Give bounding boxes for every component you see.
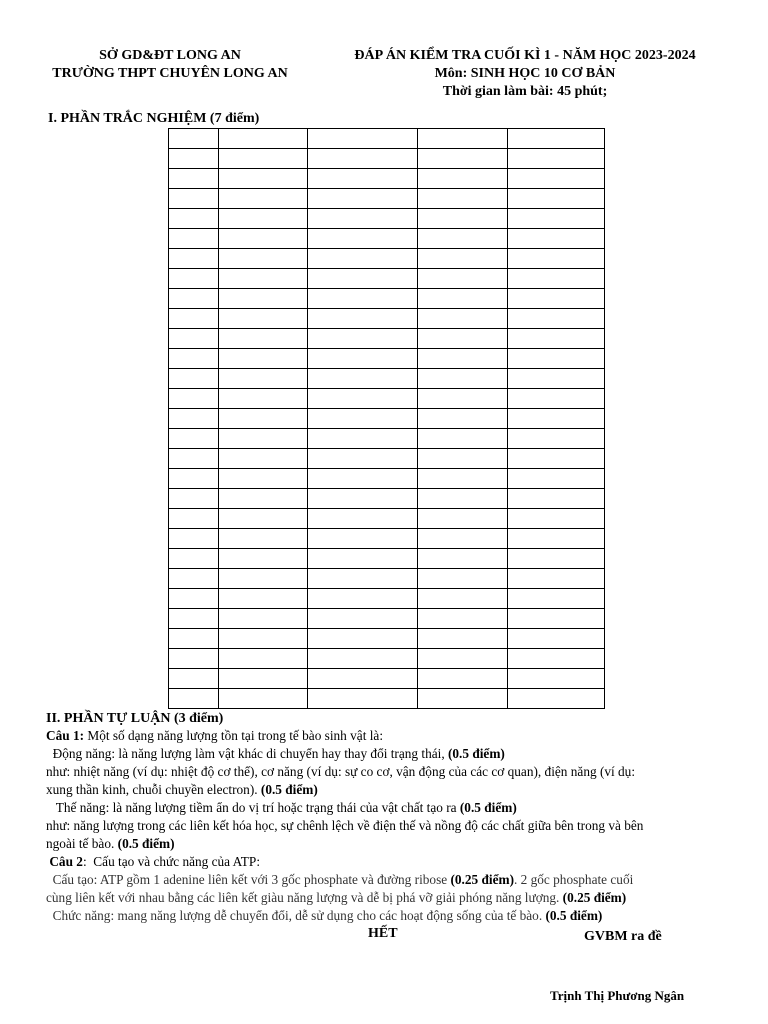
- end-marker: HẾT: [368, 926, 398, 941]
- grid-cell: [169, 289, 219, 309]
- grid-cell: [308, 269, 418, 289]
- grid-cell: [219, 649, 308, 669]
- score: (0.5 điểm): [117, 836, 175, 851]
- grid-cell: [219, 449, 308, 469]
- grid-cell: [308, 249, 418, 269]
- q2-line1-text: Cấu tạo: ATP gồm 1 adenine liên kết với 3 gốc phosphate và đường ribose: [46, 872, 451, 887]
- grid-cell: [418, 449, 508, 469]
- grid-cell: [418, 309, 508, 329]
- grid-cell: [308, 509, 418, 529]
- q1-line1-text: Động năng: là năng lượng làm vật khác di chuyển hay thay đổi trạng thái,: [46, 746, 448, 761]
- grid-cell: [308, 689, 418, 709]
- grid-cell: [219, 169, 308, 189]
- grid-cell: [219, 309, 308, 329]
- grid-cell: [219, 369, 308, 389]
- grid-cell: [508, 429, 605, 449]
- grid-row: [169, 129, 605, 149]
- grid-cell: [508, 169, 605, 189]
- q1-line3-text: xung thần kinh, chuỗi chuyền electron).: [46, 782, 261, 797]
- grid-cell: [418, 209, 508, 229]
- q1-line1: [46, 745, 505, 763]
- grid-cell: [308, 649, 418, 669]
- grid-cell: [508, 389, 605, 409]
- grid-cell: [169, 349, 219, 369]
- grid-cell: [308, 349, 418, 369]
- grid-row: [169, 209, 605, 229]
- grid-cell: [418, 689, 508, 709]
- grid-cell: [219, 189, 308, 209]
- grid-row: [169, 669, 605, 689]
- grid-row: [169, 189, 605, 209]
- grid-cell: [308, 169, 418, 189]
- grid-row: [169, 629, 605, 649]
- grid-cell: [418, 409, 508, 429]
- grid-cell: [219, 569, 308, 589]
- grid-cell: [308, 449, 418, 469]
- q1-label: Câu 1:: [46, 728, 85, 743]
- grid-cell: [308, 369, 418, 389]
- grid-cell: [418, 249, 508, 269]
- q1-line4-text: Thế năng: là năng lượng tiềm ẩn do vị trí hoặc trạng thái của vật chất tạo ra: [46, 800, 460, 815]
- grid-cell: [418, 429, 508, 449]
- grid-row: [169, 349, 605, 369]
- grid-cell: [508, 189, 605, 209]
- grid-cell: [308, 469, 418, 489]
- grid-cell: [418, 529, 508, 549]
- grid-cell: [219, 149, 308, 169]
- grid-row: [169, 289, 605, 309]
- grid-cell: [219, 469, 308, 489]
- grid-cell: [308, 669, 418, 689]
- score: (0.5 điểm): [447, 746, 505, 761]
- grid-cell: [508, 489, 605, 509]
- grid-cell: [508, 249, 605, 269]
- grid-cell: [219, 389, 308, 409]
- q2-line1-rest: . 2 gốc phosphate cuối: [514, 872, 634, 887]
- grid-cell: [219, 489, 308, 509]
- grid-cell: [169, 629, 219, 649]
- grid-cell: [169, 649, 219, 669]
- grid-cell: [169, 569, 219, 589]
- grid-cell: [169, 149, 219, 169]
- score: (0.25 điểm): [562, 890, 627, 905]
- q1-line4: [46, 799, 517, 817]
- author-role: GVBM ra đề: [584, 929, 662, 944]
- grid-cell: [418, 329, 508, 349]
- grid-cell: [308, 609, 418, 629]
- grid-cell: [508, 649, 605, 669]
- grid-cell: [169, 389, 219, 409]
- grid-cell: [219, 229, 308, 249]
- q1-intro: [46, 727, 383, 745]
- time-limit: Thời gian làm bài: 45 phút;: [442, 84, 608, 99]
- grid-cell: [418, 649, 508, 669]
- grid-cell: [308, 289, 418, 309]
- grid-row: [169, 269, 605, 289]
- grid-cell: [418, 189, 508, 209]
- grid-cell: [169, 189, 219, 209]
- grid-cell: [308, 409, 418, 429]
- grid-cell: [508, 589, 605, 609]
- grid-cell: [219, 269, 308, 289]
- score: (0.5 điểm): [459, 800, 517, 815]
- grid-row: [169, 429, 605, 449]
- grid-cell: [308, 389, 418, 409]
- grid-cell: [169, 169, 219, 189]
- part1-title: I. PHẦN TRẮC NGHIỆM (7 điểm): [48, 111, 260, 126]
- grid-row: [169, 649, 605, 669]
- grid-cell: [169, 469, 219, 489]
- q2-text: : Cấu tạo và chức năng của ATP:: [82, 854, 261, 869]
- grid-cell: [508, 409, 605, 429]
- grid-cell: [418, 609, 508, 629]
- grid-cell: [508, 289, 605, 309]
- grid-cell: [308, 309, 418, 329]
- grid-cell: [308, 329, 418, 349]
- grid-cell: [418, 589, 508, 609]
- grid-cell: [418, 289, 508, 309]
- grid-cell: [418, 569, 508, 589]
- grid-row: [169, 569, 605, 589]
- grid-row: [169, 149, 605, 169]
- grid-cell: [508, 129, 605, 149]
- grid-cell: [219, 609, 308, 629]
- grid-cell: [508, 309, 605, 329]
- score: (0.5 điểm): [545, 908, 603, 923]
- grid-cell: [169, 209, 219, 229]
- grid-row: [169, 249, 605, 269]
- grid-cell: [418, 229, 508, 249]
- grid-row: [169, 229, 605, 249]
- grid-cell: [508, 449, 605, 469]
- grid-row: [169, 329, 605, 349]
- grid-cell: [418, 489, 508, 509]
- grid-cell: [169, 129, 219, 149]
- grid-cell: [308, 489, 418, 509]
- grid-cell: [219, 629, 308, 649]
- school-name: TRƯỜNG THPT CHUYÊN LONG AN: [52, 66, 288, 81]
- grid-cell: [219, 429, 308, 449]
- q2-label: Câu 2: [46, 854, 83, 869]
- grid-cell: [508, 329, 605, 349]
- grid-cell: [169, 449, 219, 469]
- score: (0.5 điểm): [260, 782, 318, 797]
- grid-cell: [219, 409, 308, 429]
- grid-cell: [508, 469, 605, 489]
- grid-cell: [219, 669, 308, 689]
- q2-line1: [46, 871, 633, 889]
- grid-cell: [169, 309, 219, 329]
- q2-intro: [46, 853, 260, 871]
- grid-cell: [308, 129, 418, 149]
- grid-cell: [418, 129, 508, 149]
- grid-cell: [308, 589, 418, 609]
- grid-cell: [169, 689, 219, 709]
- grid-cell: [219, 289, 308, 309]
- q1-line6-text: ngoài tế bào.: [46, 836, 118, 851]
- grid-cell: [418, 669, 508, 689]
- grid-cell: [169, 669, 219, 689]
- grid-cell: [169, 589, 219, 609]
- grid-cell: [508, 549, 605, 569]
- grid-cell: [508, 629, 605, 649]
- grid-row: [169, 529, 605, 549]
- grid-row: [169, 489, 605, 509]
- grid-cell: [169, 249, 219, 269]
- grid-cell: [219, 329, 308, 349]
- grid-row: [169, 509, 605, 529]
- grid-cell: [308, 629, 418, 649]
- grid-cell: [308, 149, 418, 169]
- q2-line2: [46, 889, 626, 907]
- grid-cell: [508, 149, 605, 169]
- grid-cell: [418, 629, 508, 649]
- grid-cell: [308, 569, 418, 589]
- grid-cell: [219, 549, 308, 569]
- q1-line2: như: nhiệt năng (ví dụ: nhiệt độ cơ thể), cơ năng (ví dụ: sự co cơ, vận động của các cơ quan), điện năng (ví dụ:: [46, 764, 636, 779]
- part2-title: II. PHẦN TỰ LUẬN (3 điểm): [46, 711, 224, 726]
- grid-cell: [418, 169, 508, 189]
- school-dept: SỞ GD&ĐT LONG AN: [99, 48, 241, 63]
- grid-cell: [169, 549, 219, 569]
- grid-row: [169, 689, 605, 709]
- grid-cell: [508, 209, 605, 229]
- grid-cell: [169, 509, 219, 529]
- grid-row: [169, 609, 605, 629]
- grid-cell: [219, 529, 308, 549]
- grid-cell: [418, 549, 508, 569]
- grid-row: [169, 169, 605, 189]
- grid-cell: [219, 689, 308, 709]
- grid-row: [169, 389, 605, 409]
- grid-cell: [169, 229, 219, 249]
- q2-line3-text: Chức năng: mang năng lượng dễ chuyển đổi, dễ sử dụng cho các hoạt động sống của tế bào.: [46, 908, 546, 923]
- grid-cell: [508, 529, 605, 549]
- grid-cell: [508, 669, 605, 689]
- grid-cell: [508, 569, 605, 589]
- author-name: Trịnh Thị Phương Ngân: [550, 988, 685, 1003]
- grid-cell: [418, 389, 508, 409]
- grid-cell: [418, 349, 508, 369]
- subject: Môn: SINH HỌC 10 CƠ BẢN: [434, 66, 616, 81]
- grid-cell: [308, 429, 418, 449]
- grid-cell: [418, 509, 508, 529]
- grid-cell: [508, 369, 605, 389]
- grid-cell: [508, 509, 605, 529]
- grid-row: [169, 549, 605, 569]
- grid-cell: [169, 269, 219, 289]
- grid-cell: [219, 349, 308, 369]
- grid-row: [169, 469, 605, 489]
- grid-cell: [508, 349, 605, 369]
- grid-cell: [308, 529, 418, 549]
- q2-line3: [46, 907, 602, 925]
- grid-row: [169, 409, 605, 429]
- grid-cell: [418, 149, 508, 169]
- grid-cell: [219, 129, 308, 149]
- grid-cell: [508, 269, 605, 289]
- grid-cell: [219, 589, 308, 609]
- grid-cell: [418, 269, 508, 289]
- grid-cell: [508, 689, 605, 709]
- q1-line5: như: năng lượng trong các liên kết hóa học, sự chênh lệch về điện thế và nồng độ các chất giữa bên trong và bên: [46, 818, 644, 833]
- grid-cell: [308, 229, 418, 249]
- grid-row: [169, 369, 605, 389]
- grid-cell: [169, 489, 219, 509]
- grid-cell: [169, 409, 219, 429]
- grid-cell: [169, 429, 219, 449]
- answer-grid: [168, 128, 605, 709]
- grid-cell: [169, 529, 219, 549]
- q1-text: Một số dạng năng lượng tồn tại trong tế bào sinh vật là:: [84, 728, 384, 743]
- grid-cell: [508, 609, 605, 629]
- q1-line3: [46, 781, 318, 799]
- q1-line6: [46, 835, 175, 853]
- grid-row: [169, 449, 605, 469]
- grid-row: [169, 589, 605, 609]
- grid-cell: [308, 549, 418, 569]
- grid-row: [169, 309, 605, 329]
- grid-cell: [169, 609, 219, 629]
- grid-cell: [308, 189, 418, 209]
- grid-cell: [418, 469, 508, 489]
- grid-cell: [169, 329, 219, 349]
- grid-cell: [308, 209, 418, 229]
- grid-cell: [508, 229, 605, 249]
- grid-cell: [219, 249, 308, 269]
- grid-cell: [219, 209, 308, 229]
- q2-line2-text: cùng liên kết với nhau bằng các liên kết giàu năng lượng và dễ bị phá vỡ giải phóng năng lượng.: [46, 890, 563, 905]
- score: (0.25 điểm): [450, 872, 515, 887]
- grid-cell: [169, 369, 219, 389]
- grid-cell: [219, 509, 308, 529]
- exam-title: ĐÁP ÁN KIỂM TRA CUỐI KÌ 1 - NĂM HỌC 2023-2024: [354, 48, 696, 63]
- grid-cell: [418, 369, 508, 389]
